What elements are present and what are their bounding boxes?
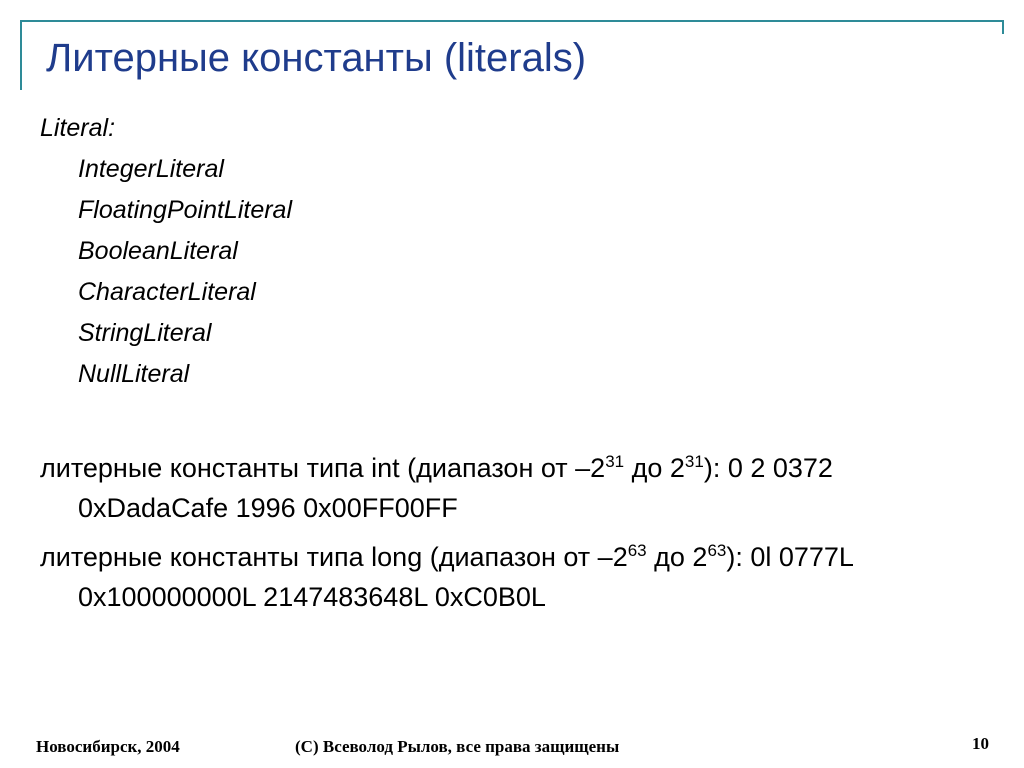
page-number: 10 — [972, 734, 989, 753]
grammar-head: Literal: — [40, 114, 116, 142]
grammar-alternative: FloatingPointLiteral — [78, 196, 293, 224]
exponent: 63 — [707, 541, 727, 560]
grammar-alternative: NullLiteral — [78, 360, 190, 388]
bullet-list — [40, 448, 980, 626]
bullet-text: до 2 — [624, 453, 685, 483]
bullet-text: ): 0l 0777L 0x100000000L 2147483648L 0xC0B0L — [78, 542, 853, 612]
grammar-alternative: BooleanLiteral — [78, 237, 238, 265]
grammar-block — [40, 108, 292, 395]
grammar-alternative: StringLiteral — [78, 319, 212, 347]
bullet-text: литерные константы типа long (диапазон от –2 — [40, 542, 628, 572]
bullet-long-literals — [40, 537, 980, 617]
footer-copyright: (C) Всеволод Рылов, все права защищены — [295, 737, 620, 756]
grammar-alternative: CharacterLiteral — [78, 278, 256, 306]
frame-left-line — [20, 20, 22, 90]
exponent: 31 — [684, 452, 704, 471]
frame-right-tick — [1002, 20, 1004, 34]
exponent: 31 — [605, 452, 625, 471]
slide-title: Литерные константы (literals) — [46, 36, 587, 80]
grammar-alternatives — [40, 149, 292, 395]
bullet-int-literals — [40, 448, 980, 528]
bullet-text: до 2 — [646, 542, 708, 572]
bullet-text: ): 0 2 0372 0xDadaCafe 1996 0x00FF00FF — [78, 453, 833, 523]
frame-top-line — [20, 20, 1004, 22]
grammar-alternative: IntegerLiteral — [78, 155, 224, 183]
bullet-text: литерные константы типа int (диапазон от –2 — [40, 453, 606, 483]
footer-location: Новосибирск, 2004 — [36, 737, 180, 756]
exponent: 63 — [627, 541, 647, 560]
